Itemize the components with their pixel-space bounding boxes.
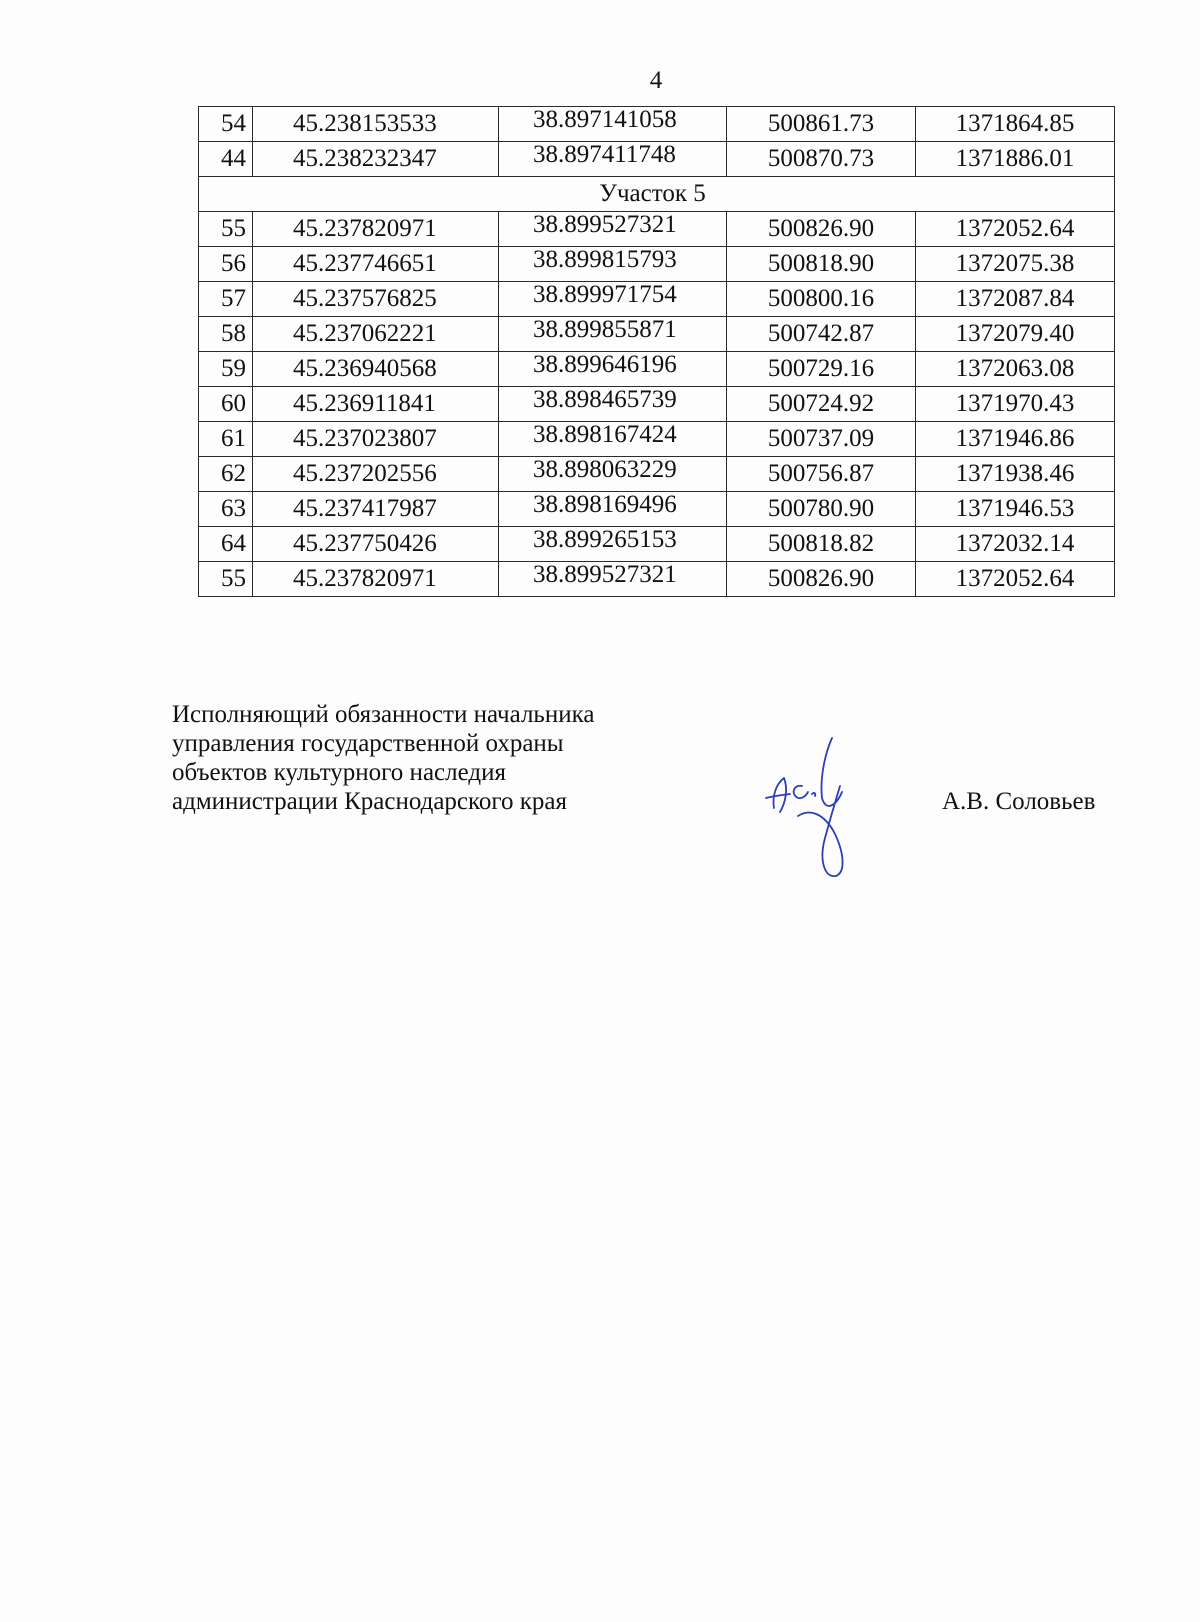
x-coordinate-cell: 500737.09 — [727, 422, 916, 457]
table-row — [199, 492, 1115, 527]
section-title: Участок 5 — [199, 177, 1115, 212]
y-coordinate-cell: 1371864.85 — [916, 107, 1115, 142]
point-number-cell: 63 — [199, 492, 253, 527]
signer-position — [172, 700, 594, 816]
table-row — [199, 107, 1115, 142]
y-coordinate-cell: 1372087.84 — [916, 282, 1115, 317]
point-number-cell: 62 — [199, 457, 253, 492]
signer-position-line: администрации Краснодарского края — [172, 788, 568, 815]
longitude-cell: 38.899646196 — [499, 352, 727, 387]
signer-position-line: управления государственной охраны — [172, 730, 564, 757]
latitude-cell: 45.237417987 — [253, 492, 499, 527]
latitude-cell: 45.238153533 — [253, 107, 499, 142]
point-number-cell: 44 — [199, 142, 253, 177]
section-row — [199, 177, 1115, 212]
latitude-cell: 45.237820971 — [253, 562, 499, 597]
signer-position-line: Исполняющий обязанности начальника — [172, 701, 595, 728]
table-row — [199, 282, 1115, 317]
y-coordinate-cell: 1371938.46 — [916, 457, 1115, 492]
x-coordinate-cell: 500742.87 — [727, 317, 916, 352]
x-coordinate-cell: 500826.90 — [727, 562, 916, 597]
point-number-cell: 60 — [199, 387, 253, 422]
latitude-cell: 45.236940568 — [253, 352, 499, 387]
longitude-cell: 38.898169496 — [499, 492, 727, 527]
y-coordinate-cell: 1372032.14 — [916, 527, 1115, 562]
table-row — [199, 457, 1115, 492]
y-coordinate-cell: 1372063.08 — [916, 352, 1115, 387]
point-number-cell: 64 — [199, 527, 253, 562]
table-row — [199, 142, 1115, 177]
longitude-cell: 38.898465739 — [499, 387, 727, 422]
signer-position-line: объектов культурного наследия — [172, 759, 506, 786]
y-coordinate-cell: 1372075.38 — [916, 247, 1115, 282]
x-coordinate-cell: 500818.90 — [727, 247, 916, 282]
y-coordinate-cell: 1371946.53 — [916, 492, 1115, 527]
table-row — [199, 212, 1115, 247]
x-coordinate-cell: 500729.16 — [727, 352, 916, 387]
table-row — [199, 527, 1115, 562]
latitude-cell: 45.236911841 — [253, 387, 499, 422]
point-number-cell: 61 — [199, 422, 253, 457]
table-row — [199, 352, 1115, 387]
y-coordinate-cell: 1372079.40 — [916, 317, 1115, 352]
point-number-cell: 55 — [199, 212, 253, 247]
latitude-cell: 45.238232347 — [253, 142, 499, 177]
x-coordinate-cell: 500826.90 — [727, 212, 916, 247]
longitude-cell: 38.899527321 — [499, 562, 727, 597]
latitude-cell: 45.237820971 — [253, 212, 499, 247]
table-row — [199, 247, 1115, 282]
latitude-cell: 45.237576825 — [253, 282, 499, 317]
latitude-cell: 45.237750426 — [253, 527, 499, 562]
longitude-cell: 38.899527321 — [499, 212, 727, 247]
longitude-cell: 38.899971754 — [499, 282, 727, 317]
point-number-cell: 59 — [199, 352, 253, 387]
table-row — [199, 317, 1115, 352]
table-row — [199, 422, 1115, 457]
longitude-cell: 38.899855871 — [499, 317, 727, 352]
longitude-cell: 38.897411748 — [499, 142, 727, 177]
latitude-cell: 45.237202556 — [253, 457, 499, 492]
y-coordinate-cell: 1372052.64 — [916, 212, 1115, 247]
x-coordinate-cell: 500724.92 — [727, 387, 916, 422]
handwritten-signature — [762, 736, 872, 886]
page-number: 4 — [649, 67, 663, 94]
point-number-cell: 54 — [199, 107, 253, 142]
latitude-cell: 45.237746651 — [253, 247, 499, 282]
y-coordinate-cell: 1372052.64 — [916, 562, 1115, 597]
y-coordinate-cell: 1371970.43 — [916, 387, 1115, 422]
longitude-cell: 38.898167424 — [499, 422, 727, 457]
longitude-cell: 38.899265153 — [499, 527, 727, 562]
point-number-cell: 56 — [199, 247, 253, 282]
table-row — [199, 562, 1115, 597]
table-row — [199, 387, 1115, 422]
coordinates-table-body — [199, 107, 1115, 597]
x-coordinate-cell: 500800.16 — [727, 282, 916, 317]
x-coordinate-cell: 500870.73 — [727, 142, 916, 177]
y-coordinate-cell: 1371946.86 — [916, 422, 1115, 457]
coordinates-table — [198, 106, 1115, 597]
signer-name: А.В. Соловьев — [942, 788, 1096, 815]
point-number-cell: 58 — [199, 317, 253, 352]
longitude-cell: 38.897141058 — [499, 107, 727, 142]
x-coordinate-cell: 500780.90 — [727, 492, 916, 527]
longitude-cell: 38.899815793 — [499, 247, 727, 282]
y-coordinate-cell: 1371886.01 — [916, 142, 1115, 177]
x-coordinate-cell: 500756.87 — [727, 457, 916, 492]
x-coordinate-cell: 500818.82 — [727, 527, 916, 562]
point-number-cell: 57 — [199, 282, 253, 317]
latitude-cell: 45.237023807 — [253, 422, 499, 457]
point-number-cell: 55 — [199, 562, 253, 597]
x-coordinate-cell: 500861.73 — [727, 107, 916, 142]
latitude-cell: 45.237062221 — [253, 317, 499, 352]
longitude-cell: 38.898063229 — [499, 457, 727, 492]
